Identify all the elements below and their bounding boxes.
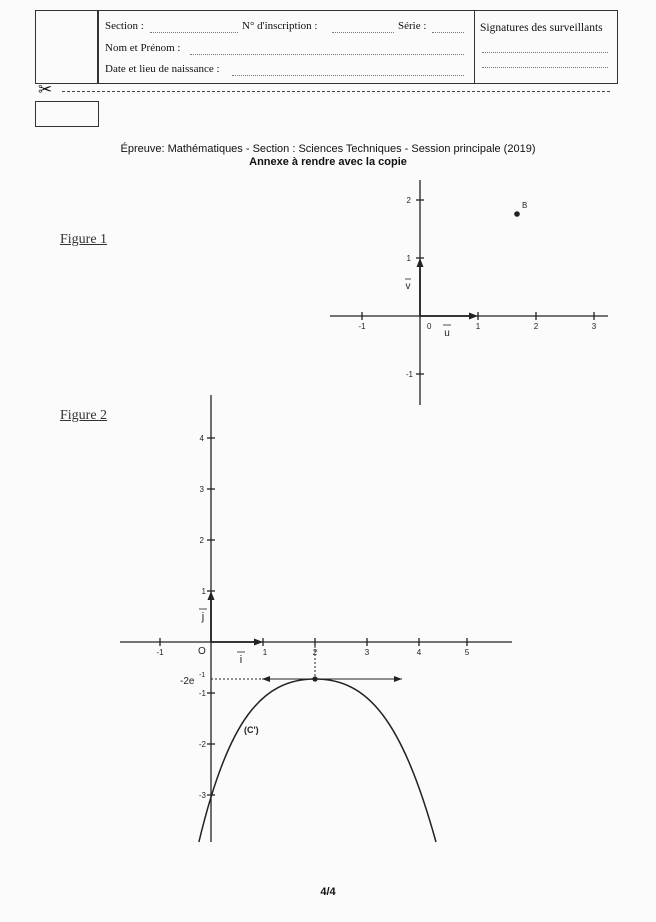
fig2-j-arrowhead bbox=[208, 591, 215, 600]
fig1-ytick-m1: -1 bbox=[405, 370, 413, 379]
annex-subtitle: Annexe à rendre avec la copie bbox=[249, 156, 407, 168]
fig1-xtick-1: 1 bbox=[475, 322, 481, 331]
exam-title: Épreuve: Mathématiques - Section : Sciences Techniques - Session principale (2019) bbox=[120, 143, 536, 155]
fig2-ytick-1: 1 bbox=[201, 587, 206, 596]
fig2-special-y-label: -2e bbox=[180, 676, 195, 687]
birth-label: Date et lieu de naissance : bbox=[105, 63, 220, 75]
fig2-ytick-4: 4 bbox=[199, 434, 204, 443]
fig2-vertex-point bbox=[312, 676, 317, 681]
fig1-origin: 0 bbox=[427, 322, 432, 331]
fig1-v-label: v bbox=[405, 281, 411, 292]
name-label: Nom et Prénom : bbox=[105, 42, 181, 54]
figure2-label: Figure 2 bbox=[60, 408, 108, 423]
fig1-ytick-1: 1 bbox=[406, 254, 411, 263]
figure1-label: Figure 1 bbox=[60, 232, 108, 247]
fig2-special-y-exp: -1 bbox=[199, 672, 206, 679]
section-label: Section : bbox=[105, 20, 144, 32]
fig2-xtick-2: 2 bbox=[312, 648, 318, 657]
fig2-j-label: j bbox=[201, 611, 205, 623]
fig1-xtick-2: 2 bbox=[533, 322, 539, 331]
fig1-xtick-m1: -1 bbox=[358, 322, 366, 331]
fig2-xtick-1: 1 bbox=[262, 648, 268, 657]
fig2-xtick-m1: -1 bbox=[156, 648, 164, 657]
fig2-ytick-m2: -2 bbox=[198, 740, 206, 749]
scissors-icon: ✂ bbox=[38, 80, 53, 100]
inscription-label: N° d'inscription : bbox=[242, 20, 318, 32]
curve-C-prime bbox=[199, 679, 436, 842]
fig2-i-label: i bbox=[239, 654, 243, 666]
fig2-xtick-5: 5 bbox=[464, 648, 470, 657]
signatures-label: Signatures des surveillants bbox=[480, 22, 603, 34]
fig1-xtick-3: 3 bbox=[591, 322, 597, 331]
fig2-xtick-3: 3 bbox=[364, 648, 370, 657]
fig2-ytick-m1: -1 bbox=[198, 689, 206, 698]
page-number: 4/4 bbox=[320, 886, 336, 898]
fig2-curve-label: (C') bbox=[244, 725, 259, 735]
fig2-xtick-4: 4 bbox=[416, 648, 422, 657]
fig1-ytick-2: 2 bbox=[406, 196, 411, 205]
point-B-label: B bbox=[522, 201, 528, 210]
fig2-origin: O bbox=[198, 646, 206, 657]
fig2-tangent-right-arrow bbox=[394, 676, 402, 682]
fig2-ytick-2: 2 bbox=[199, 536, 204, 545]
fig2-tangent-left-arrow bbox=[262, 676, 270, 682]
serie-label: Série : bbox=[398, 20, 427, 32]
fig1-u-label: u bbox=[444, 328, 450, 339]
fig2-ytick-3: 3 bbox=[199, 485, 204, 494]
fig2-i-arrowhead bbox=[254, 639, 263, 646]
fig2-ytick-m3: -3 bbox=[198, 791, 206, 800]
